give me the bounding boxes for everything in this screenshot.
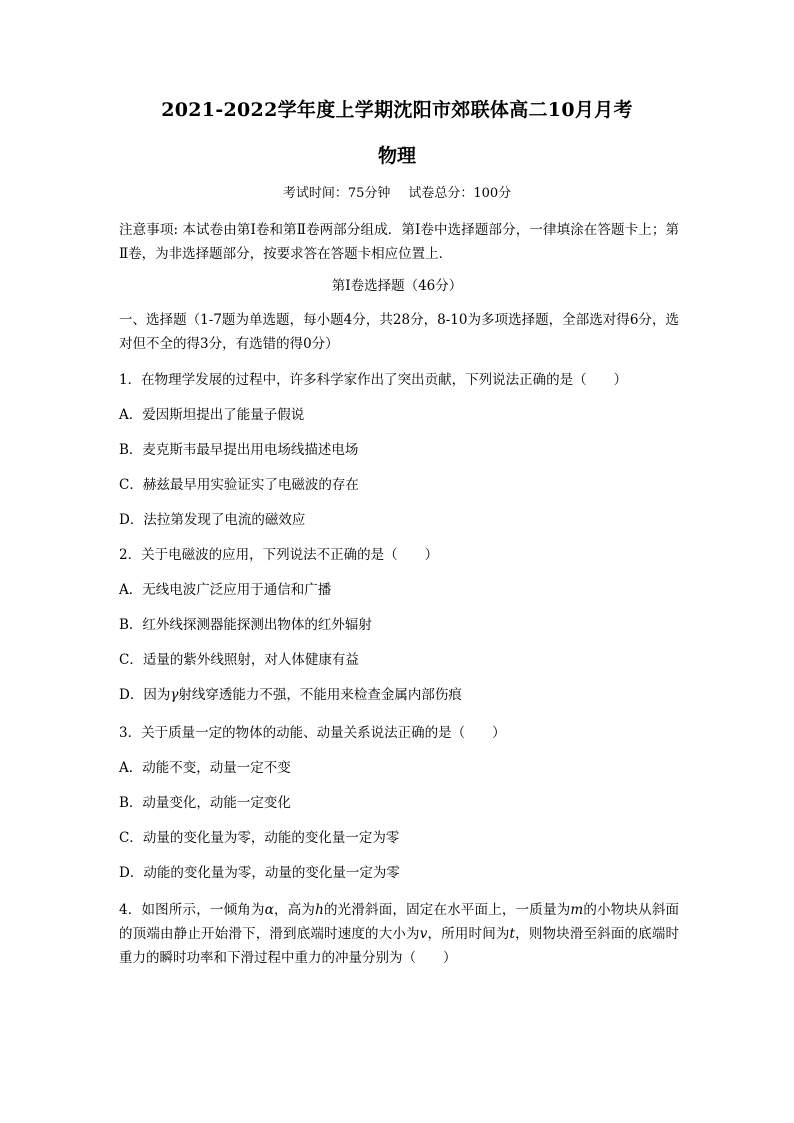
question-3-option-a: A．动能不变，动量一定不变 — [119, 760, 291, 776]
exam-time: 考试时间：75分钟 — [282, 186, 391, 201]
question-2-option-a: A．无线电波广泛应用于通信和广播 — [119, 582, 332, 598]
question-4-stem — [119, 898, 679, 970]
q4-text-5: ，所用时间为 — [427, 926, 510, 942]
exam-subject: 物理 — [377, 145, 416, 167]
q4-text-6: ，则物块滑至斜面的底端时重力的瞬时功率和下滑过程中重力的冲量分别为（ ） — [119, 926, 680, 966]
question-3-stem: 3．关于质量一定的物体的动能、动量关系说法正确的是（ ） — [119, 725, 506, 741]
notice-text: 注意事项: 本试卷由第Ⅰ卷和第Ⅱ卷两部分组成．第Ⅰ卷中选择题部分，一律填涂在答题卡上；第Ⅱ卷，为非选择题部分，按要求答在答题卡相应位置上． — [119, 222, 679, 262]
question-2-option-d-prefix: D．因为 — [119, 687, 171, 703]
m-symbol: m — [570, 902, 584, 918]
v-symbol: v — [419, 926, 428, 942]
exam-title: 2021-2022学年度上学期沈阳市郊联体高二10月月考 — [161, 99, 633, 121]
question-1-option-a: A．爱因斯坦提出了能量子假说 — [119, 407, 305, 423]
q4-text-3: 的光滑斜面，固定在水平面上，一质量为 — [323, 902, 571, 918]
question-1-option-d: D．法拉第发现了电流的磁效应 — [119, 512, 306, 528]
question-1-stem: 1．在物理学发展的过程中，许多科学家作出了突出贡献，下列说法正确的是（ ） — [119, 372, 628, 388]
q4-text-1: 4．如图所示，一倾角为 — [119, 902, 265, 918]
alpha-symbol: α — [264, 902, 274, 918]
h-symbol: h — [315, 902, 324, 918]
question-1-option-c: C．赫兹最早用实验证实了电磁波的存在 — [119, 477, 359, 493]
question-2-option-d — [119, 685, 679, 705]
question-1-option-b: B．麦克斯韦最早提出用电场线描述电场 — [119, 442, 359, 458]
t-symbol: t — [509, 926, 515, 942]
exam-meta — [0, 184, 794, 204]
section-intro: 一、选择题（1-7题为单选题，每小题4分，共28分，8-10为多项选择题，全部选对得6分，选对但不全的得3分，有选错的得0分） — [119, 312, 679, 352]
part1-title: 第Ⅰ卷选择题（46分） — [331, 278, 463, 294]
question-3-option-d: D．动能的变化量为零，动量的变化量一定为零 — [119, 865, 400, 881]
q4-text-2: ，高为 — [273, 902, 316, 918]
question-2-option-b: B．红外线探测器能探测出物体的红外辐射 — [119, 617, 372, 633]
question-3-option-b: B．动量变化，动能一定变化 — [119, 795, 291, 811]
question-3-option-c: C．动量的变化量为零，动能的变化量一定为零 — [119, 830, 400, 846]
question-2-option-c: C．适量的紫外线照射，对人体健康有益 — [119, 652, 359, 668]
gamma-symbol: γ — [170, 687, 179, 703]
q4-text-4: 的小物块从斜面的顶端由静止开始滑下，滑到底端时速度的大小为 — [119, 902, 680, 942]
question-2-stem: 2．关于电磁波的应用，下列说法不正确的是（ ） — [119, 547, 439, 563]
question-2-option-d-suffix: 射线穿透能力不强，不能用来检查金属内部伤痕 — [178, 687, 462, 703]
total-score: 试卷总分：100分 — [408, 186, 512, 201]
